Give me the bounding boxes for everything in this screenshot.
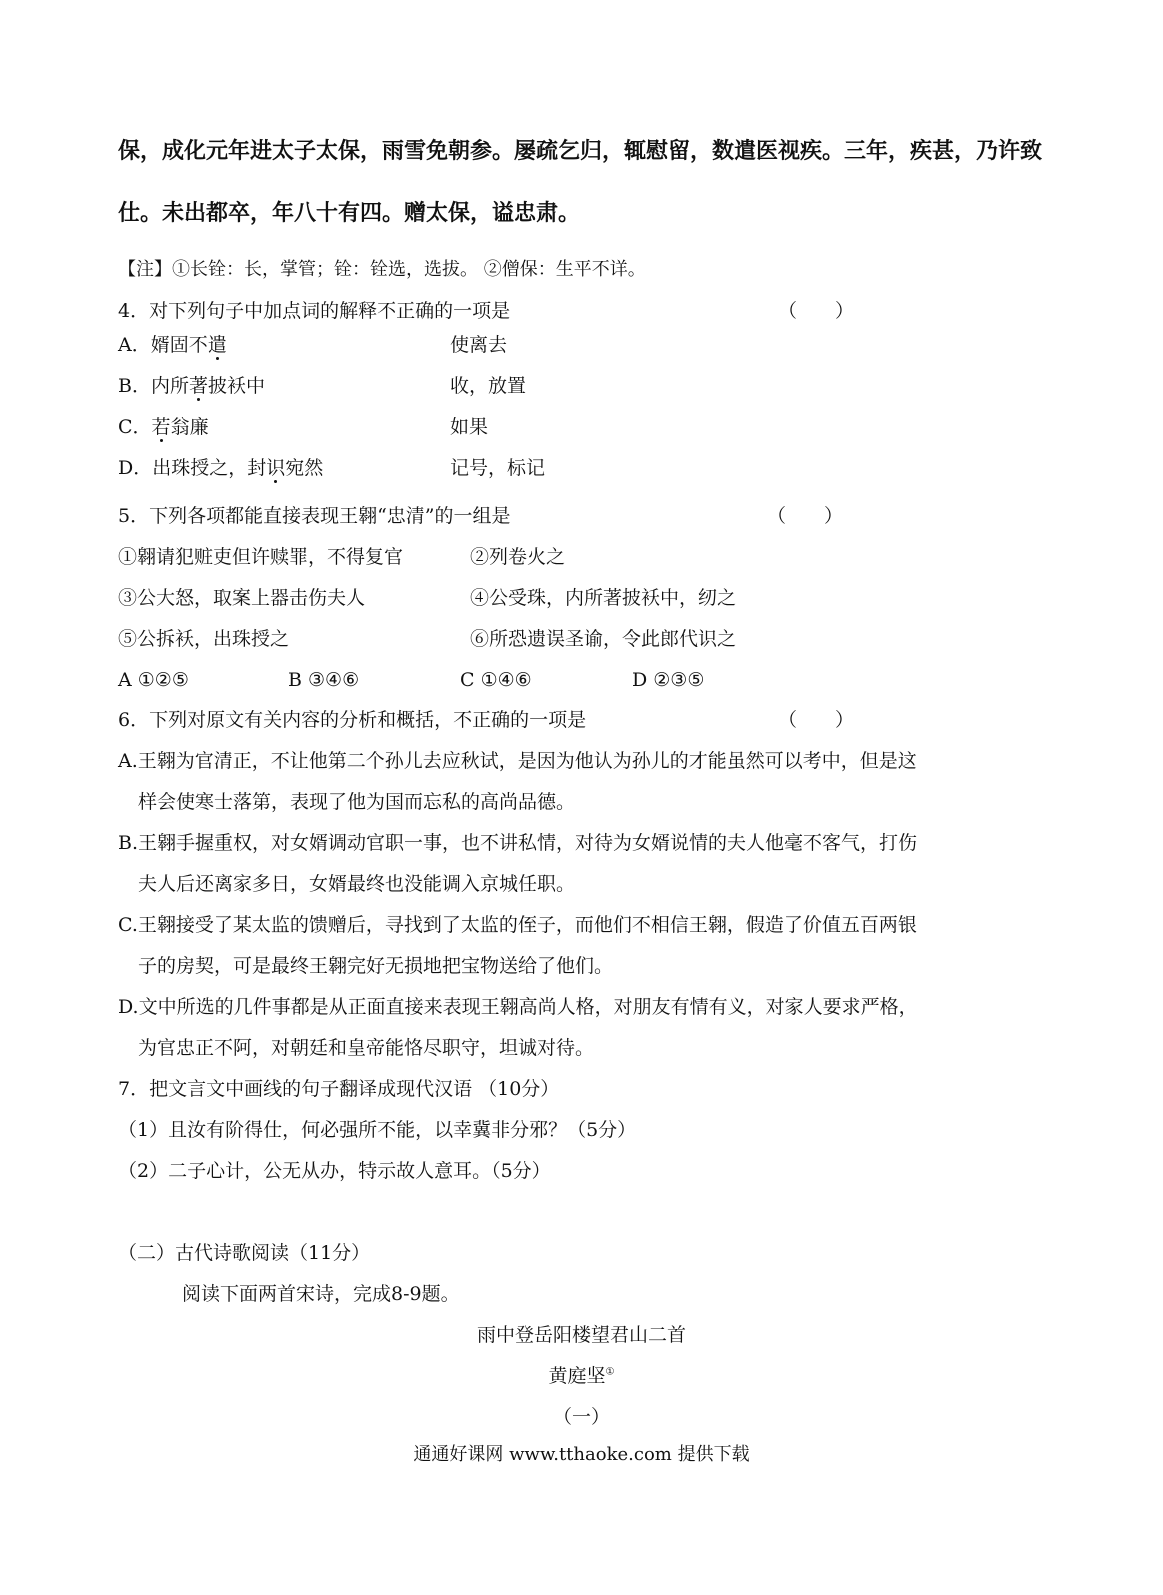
q5-answer-paren: （ ）	[767, 505, 844, 527]
q6-option-a-line1: A.王翱为官清正，不让他第二个孙儿去应秋试，是因为他认为孙儿的才能虽然可以考中，但是这	[118, 750, 917, 772]
q5-choice-b: B ③④⑥	[288, 669, 360, 691]
option-text: A．婿固不	[118, 334, 208, 356]
q5-item-6: ⑥所恐遗误圣谕，令此郎代识之	[470, 628, 737, 650]
option-text: B．内所	[118, 375, 189, 397]
q4-option-d	[118, 455, 323, 481]
page-footer: 通通好课网 www.tthaoke.com 提供下载	[413, 1444, 750, 1465]
dotted-word: 著	[188, 375, 208, 397]
q4-option-c-explain: 如果	[450, 416, 489, 438]
author-name: 黄庭坚	[548, 1365, 606, 1387]
passage-line-1: 保，成化元年进太子太保，雨雪免朝参。屡疏乞归，辄慰留，数遣医视疾。三年，疾甚，乃许致	[118, 139, 1043, 164]
q6-option-a-line2: 样会使寒士落第，表现了他为国而忘私的高尚品德。	[138, 791, 576, 813]
q5-item-5: ⑤公拆袄，出珠授之	[118, 628, 290, 650]
q6-option-c-line2: 子的房契，可是最终王翱完好无损地把宝物送给了他们。	[138, 955, 614, 977]
dotted-word: 若	[151, 416, 171, 438]
q4-option-a	[118, 332, 227, 358]
section-instruction: 阅读下面两首宋诗，完成8-9题。	[182, 1283, 460, 1305]
q5-stem: 5．下列各项都能直接表现王翱“忠清”的一组是	[118, 505, 511, 527]
q7-stem: 7．把文言文中画线的句子翻译成现代汉语 （10分）	[118, 1078, 560, 1100]
option-text: C．	[118, 416, 152, 438]
q5-item-3: ③公大怒，取案上器击伤夫人	[118, 587, 366, 609]
q5-item-2: ②列卷火之	[470, 546, 566, 568]
poem-author	[0, 1363, 1163, 1389]
poem-title: 雨中登岳阳楼望君山二首	[476, 1324, 686, 1346]
q6-option-d-line1: D.文中所选的几件事都是从正面直接来表现王翱高尚人格，对朋友有情有义，对家人要求严格，	[118, 996, 918, 1018]
q4-option-b-explain: 收，放置	[450, 375, 527, 397]
q5-item-4: ④公受珠，内所著披袄中，纫之	[470, 587, 737, 609]
q4-option-b	[118, 373, 265, 399]
option-text: D．出珠授之，封	[118, 457, 267, 479]
q6-option-b-line2: 夫人后还离家多日，女婿最终也没能调入京城任职。	[138, 873, 576, 895]
passage-line-2: 仕。未出都卒，年八十有四。赠太保，谥忠肃。	[118, 201, 581, 226]
q5-choice-a: A ①②⑤	[118, 669, 189, 691]
q5-item-1: ①翱请犯赃吏但许赎罪，不得复官	[118, 546, 404, 568]
q4-answer-paren: （ ）	[778, 300, 855, 322]
passage-note: 【注】①长铨：长，掌管；铨：铨选，选拔。 ②僧保：生平不详。	[118, 259, 646, 280]
q5-choice-c: C ①④⑥	[460, 669, 532, 691]
dotted-word: 识	[266, 457, 286, 479]
footnote-marker: ①	[605, 1366, 615, 1378]
dotted-word: 遣	[207, 334, 227, 356]
q4-option-a-explain: 使离去	[450, 334, 508, 356]
q5-choice-d: D ②③⑤	[632, 669, 705, 691]
q7-sentence-1: （1）且汝有阶得仕，何必强所不能，以幸冀非分邪？（5分）	[118, 1119, 637, 1141]
q6-option-b-line1: B.王翱手握重权，对女婿调动官职一事，也不讲私情，对待为女婿说情的夫人他毫不客气，打伤	[118, 832, 918, 854]
q7-sentence-2: （2）二子心计，公无从办，特示故人意耳。（5分）	[118, 1160, 551, 1182]
option-text-rest: 宛然	[285, 457, 324, 479]
poem-part-label: （一）	[552, 1406, 610, 1428]
option-text-rest: 翁廉	[170, 416, 209, 438]
section-title: （二）古代诗歌阅读（11分）	[118, 1242, 371, 1264]
q6-answer-paren: （ ）	[778, 709, 855, 731]
q4-option-c	[118, 414, 209, 440]
q6-stem: 6．下列对原文有关内容的分析和概括，不正确的一项是	[118, 709, 587, 731]
option-text-rest: 披袄中	[207, 375, 265, 397]
q4-stem: 4．对下列句子中加点词的解释不正确的一项是	[118, 300, 511, 322]
q6-option-c-line1: C.王翱接受了某太监的馈赠后，寻找到了太监的侄子，而他们不相信王翱，假造了价值五百两银	[118, 914, 917, 936]
q4-option-d-explain: 记号，标记	[450, 457, 546, 479]
q6-option-d-line2: 为官忠正不阿，对朝廷和皇帝能恪尽职守，坦诚对待。	[138, 1037, 595, 1059]
